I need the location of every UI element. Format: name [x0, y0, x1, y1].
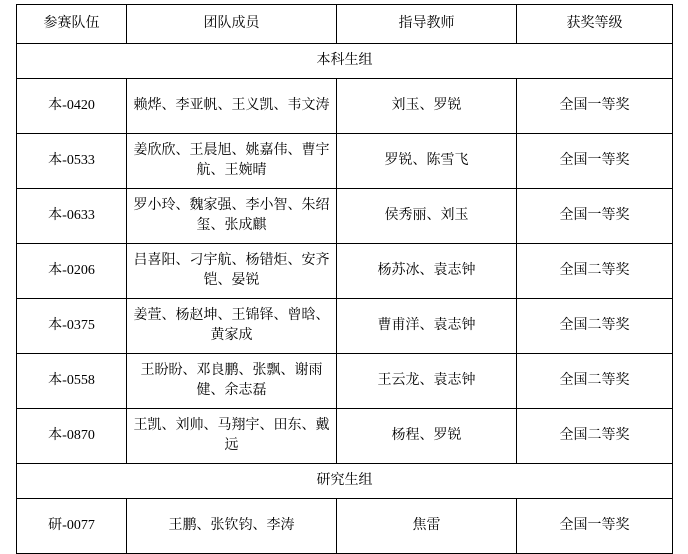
table-row: [17, 79, 673, 134]
column-header-teachers: 指导教师: [337, 5, 517, 44]
table-row: [17, 409, 673, 464]
cell-teachers: 侯秀丽、刘玉: [337, 189, 517, 244]
cell-members: 王鹏、张钦钧、李涛: [127, 499, 337, 554]
table-row: [17, 134, 673, 189]
table-header-row: [17, 5, 673, 44]
cell-team: 本-0375: [17, 299, 127, 354]
cell-team: 本-0533: [17, 134, 127, 189]
cell-teachers: 焦雷: [337, 499, 517, 554]
cell-team: 研-0077: [17, 499, 127, 554]
column-header-team: 参赛队伍: [17, 5, 127, 44]
group-header-row: [17, 464, 673, 499]
cell-members: 姜欣欣、王晨旭、姚嘉伟、曹宇航、王婉晴: [127, 134, 337, 189]
cell-teachers: 罗锐、陈雪飞: [337, 134, 517, 189]
table-row: [17, 499, 673, 554]
table-row: [17, 189, 673, 244]
column-header-members: 团队成员: [127, 5, 337, 44]
cell-teachers: 刘玉、罗锐: [337, 79, 517, 134]
group-label-undergraduate: 本科生组: [17, 44, 673, 79]
cell-team: 本-0870: [17, 409, 127, 464]
table-row: [17, 354, 673, 409]
group-header-row: [17, 44, 673, 79]
cell-award: 全国一等奖: [517, 499, 673, 554]
cell-members: 王凯、刘帅、马翔宇、田东、戴远: [127, 409, 337, 464]
cell-award: 全国二等奖: [517, 409, 673, 464]
cell-teachers: 杨程、罗锐: [337, 409, 517, 464]
cell-members: 罗小玲、魏家强、李小智、朱绍玺、张成麒: [127, 189, 337, 244]
cell-members: 姜萱、杨赵坤、王锦铎、曾晗、黄家成: [127, 299, 337, 354]
cell-members: 吕喜阳、刁宇航、杨错炬、安齐铠、晏锐: [127, 244, 337, 299]
table-row: [17, 299, 673, 354]
cell-award: 全国二等奖: [517, 354, 673, 409]
cell-award: 全国一等奖: [517, 79, 673, 134]
cell-team: 本-0206: [17, 244, 127, 299]
cell-team: 本-0558: [17, 354, 127, 409]
cell-award: 全国二等奖: [517, 299, 673, 354]
cell-award: 全国二等奖: [517, 244, 673, 299]
cell-team: 本-0633: [17, 189, 127, 244]
column-header-award: 获奖等级: [517, 5, 673, 44]
cell-teachers: 王云龙、袁志钟: [337, 354, 517, 409]
cell-team: 本-0420: [17, 79, 127, 134]
award-table: [16, 4, 673, 554]
table-row: [17, 244, 673, 299]
cell-award: 全国一等奖: [517, 189, 673, 244]
cell-teachers: 曹甫洋、袁志钟: [337, 299, 517, 354]
cell-teachers: 杨苏冰、袁志钟: [337, 244, 517, 299]
cell-members: 赖烨、李亚帆、王义凯、韦文涛: [127, 79, 337, 134]
group-label-graduate: 研究生组: [17, 464, 673, 499]
table-body: [17, 5, 673, 554]
cell-members: 王盼盼、邓良鹏、张飘、谢雨健、余志磊: [127, 354, 337, 409]
cell-award: 全国一等奖: [517, 134, 673, 189]
